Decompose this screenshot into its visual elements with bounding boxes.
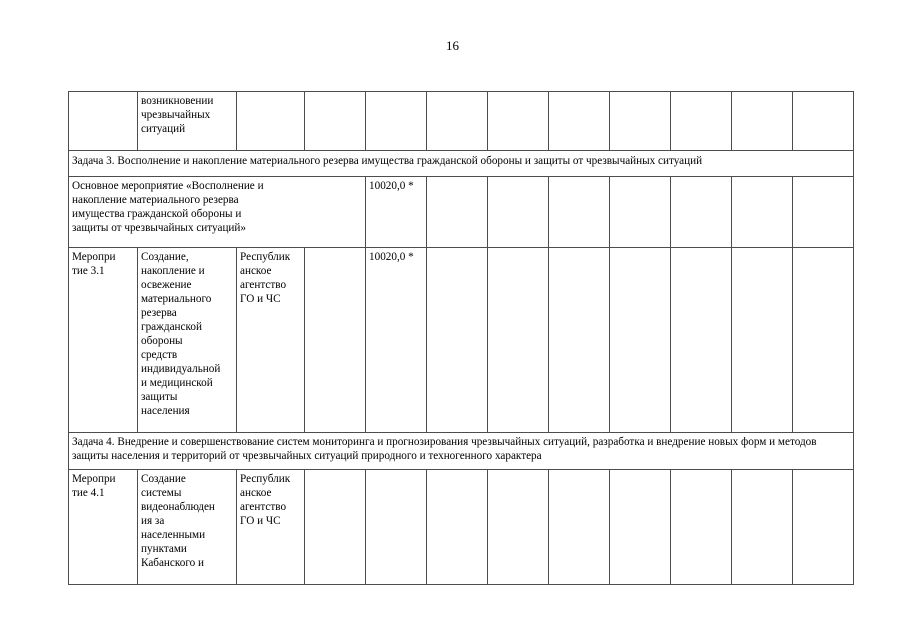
table-cell — [732, 177, 793, 248]
table-cell — [793, 470, 854, 585]
table-cell — [237, 92, 305, 151]
main-event-cell — [69, 177, 366, 248]
table-cell — [610, 470, 671, 585]
event-description: возникновении чрезвычайных ситуаций — [141, 95, 214, 135]
table-cell — [610, 177, 671, 248]
table-cell — [549, 248, 610, 433]
table-cell — [732, 470, 793, 585]
table-cell — [69, 92, 138, 151]
table-cell — [305, 248, 366, 433]
program-table — [68, 91, 854, 585]
table-cell — [549, 177, 610, 248]
table-cell — [671, 92, 732, 151]
table-cell — [305, 470, 366, 585]
event-number-cell — [69, 248, 138, 433]
table-row — [69, 470, 854, 585]
table-cell — [427, 248, 488, 433]
event-description-cell — [138, 470, 237, 585]
event-number: Меропри тие 4.1 — [72, 473, 116, 499]
event-number-cell — [69, 470, 138, 585]
table-cell — [488, 177, 549, 248]
table-cell — [305, 92, 366, 151]
table-cell — [610, 248, 671, 433]
event-executor: Республик анское агентство ГО и ЧС — [240, 473, 291, 527]
event-executor: Республик анское агентство ГО и ЧС — [240, 251, 291, 305]
table-cell — [488, 248, 549, 433]
table-cell — [488, 470, 549, 585]
task-row — [69, 433, 854, 470]
task-row — [69, 151, 854, 177]
event-description: Создание системы видеонаблюден ия за населенными пунктами Кабанского и — [141, 473, 215, 569]
table-cell — [427, 177, 488, 248]
table-cell — [366, 470, 427, 585]
table-cell — [549, 92, 610, 151]
task-heading: Задача 3. Восполнение и накопление материального резерва имущества гражданской обороны и защиты от чрезвычайных ситуаций — [69, 151, 854, 177]
table-cell — [427, 92, 488, 151]
table-cell — [138, 92, 237, 151]
amount-cell: 10020,0 * — [366, 177, 427, 248]
event-description: Создание, накопление и освежение материального резерва гражданской обороны средств индивидуальной и медицинской защиты населения — [141, 251, 221, 417]
task-heading: Задача 4. Внедрение и совершенствование систем мониторинга и прогнозирования чрезвычайных ситуаций, разработка и внедрение новых форм и методов защиты населения и территорий от чрезвычайных ситуаций природного и техногенного характера — [69, 433, 854, 470]
amount-cell: 10020,0 * — [366, 248, 427, 433]
event-number: Меропри тие 3.1 — [72, 251, 116, 277]
table-cell — [671, 470, 732, 585]
main-event-text: Основное мероприятие «Восполнение и накопление материального резерва имущества гражданской обороны и защиты от чрезвычайных ситуаций» — [72, 180, 264, 234]
table-cell — [793, 248, 854, 433]
table-cell — [610, 92, 671, 151]
table-row — [69, 248, 854, 433]
executor-cell — [237, 248, 305, 433]
table-cell — [366, 92, 427, 151]
table-row — [69, 92, 854, 151]
table-cell — [549, 470, 610, 585]
table-cell — [732, 92, 793, 151]
table-cell — [671, 177, 732, 248]
table-cell — [732, 248, 793, 433]
table-cell — [793, 92, 854, 151]
table-row — [69, 177, 854, 248]
executor-cell — [237, 470, 305, 585]
table-cell — [793, 177, 854, 248]
table-cell — [488, 92, 549, 151]
table-cell — [427, 470, 488, 585]
table-cell — [671, 248, 732, 433]
page-number: 16 — [446, 38, 459, 53]
event-description-cell — [138, 248, 237, 433]
